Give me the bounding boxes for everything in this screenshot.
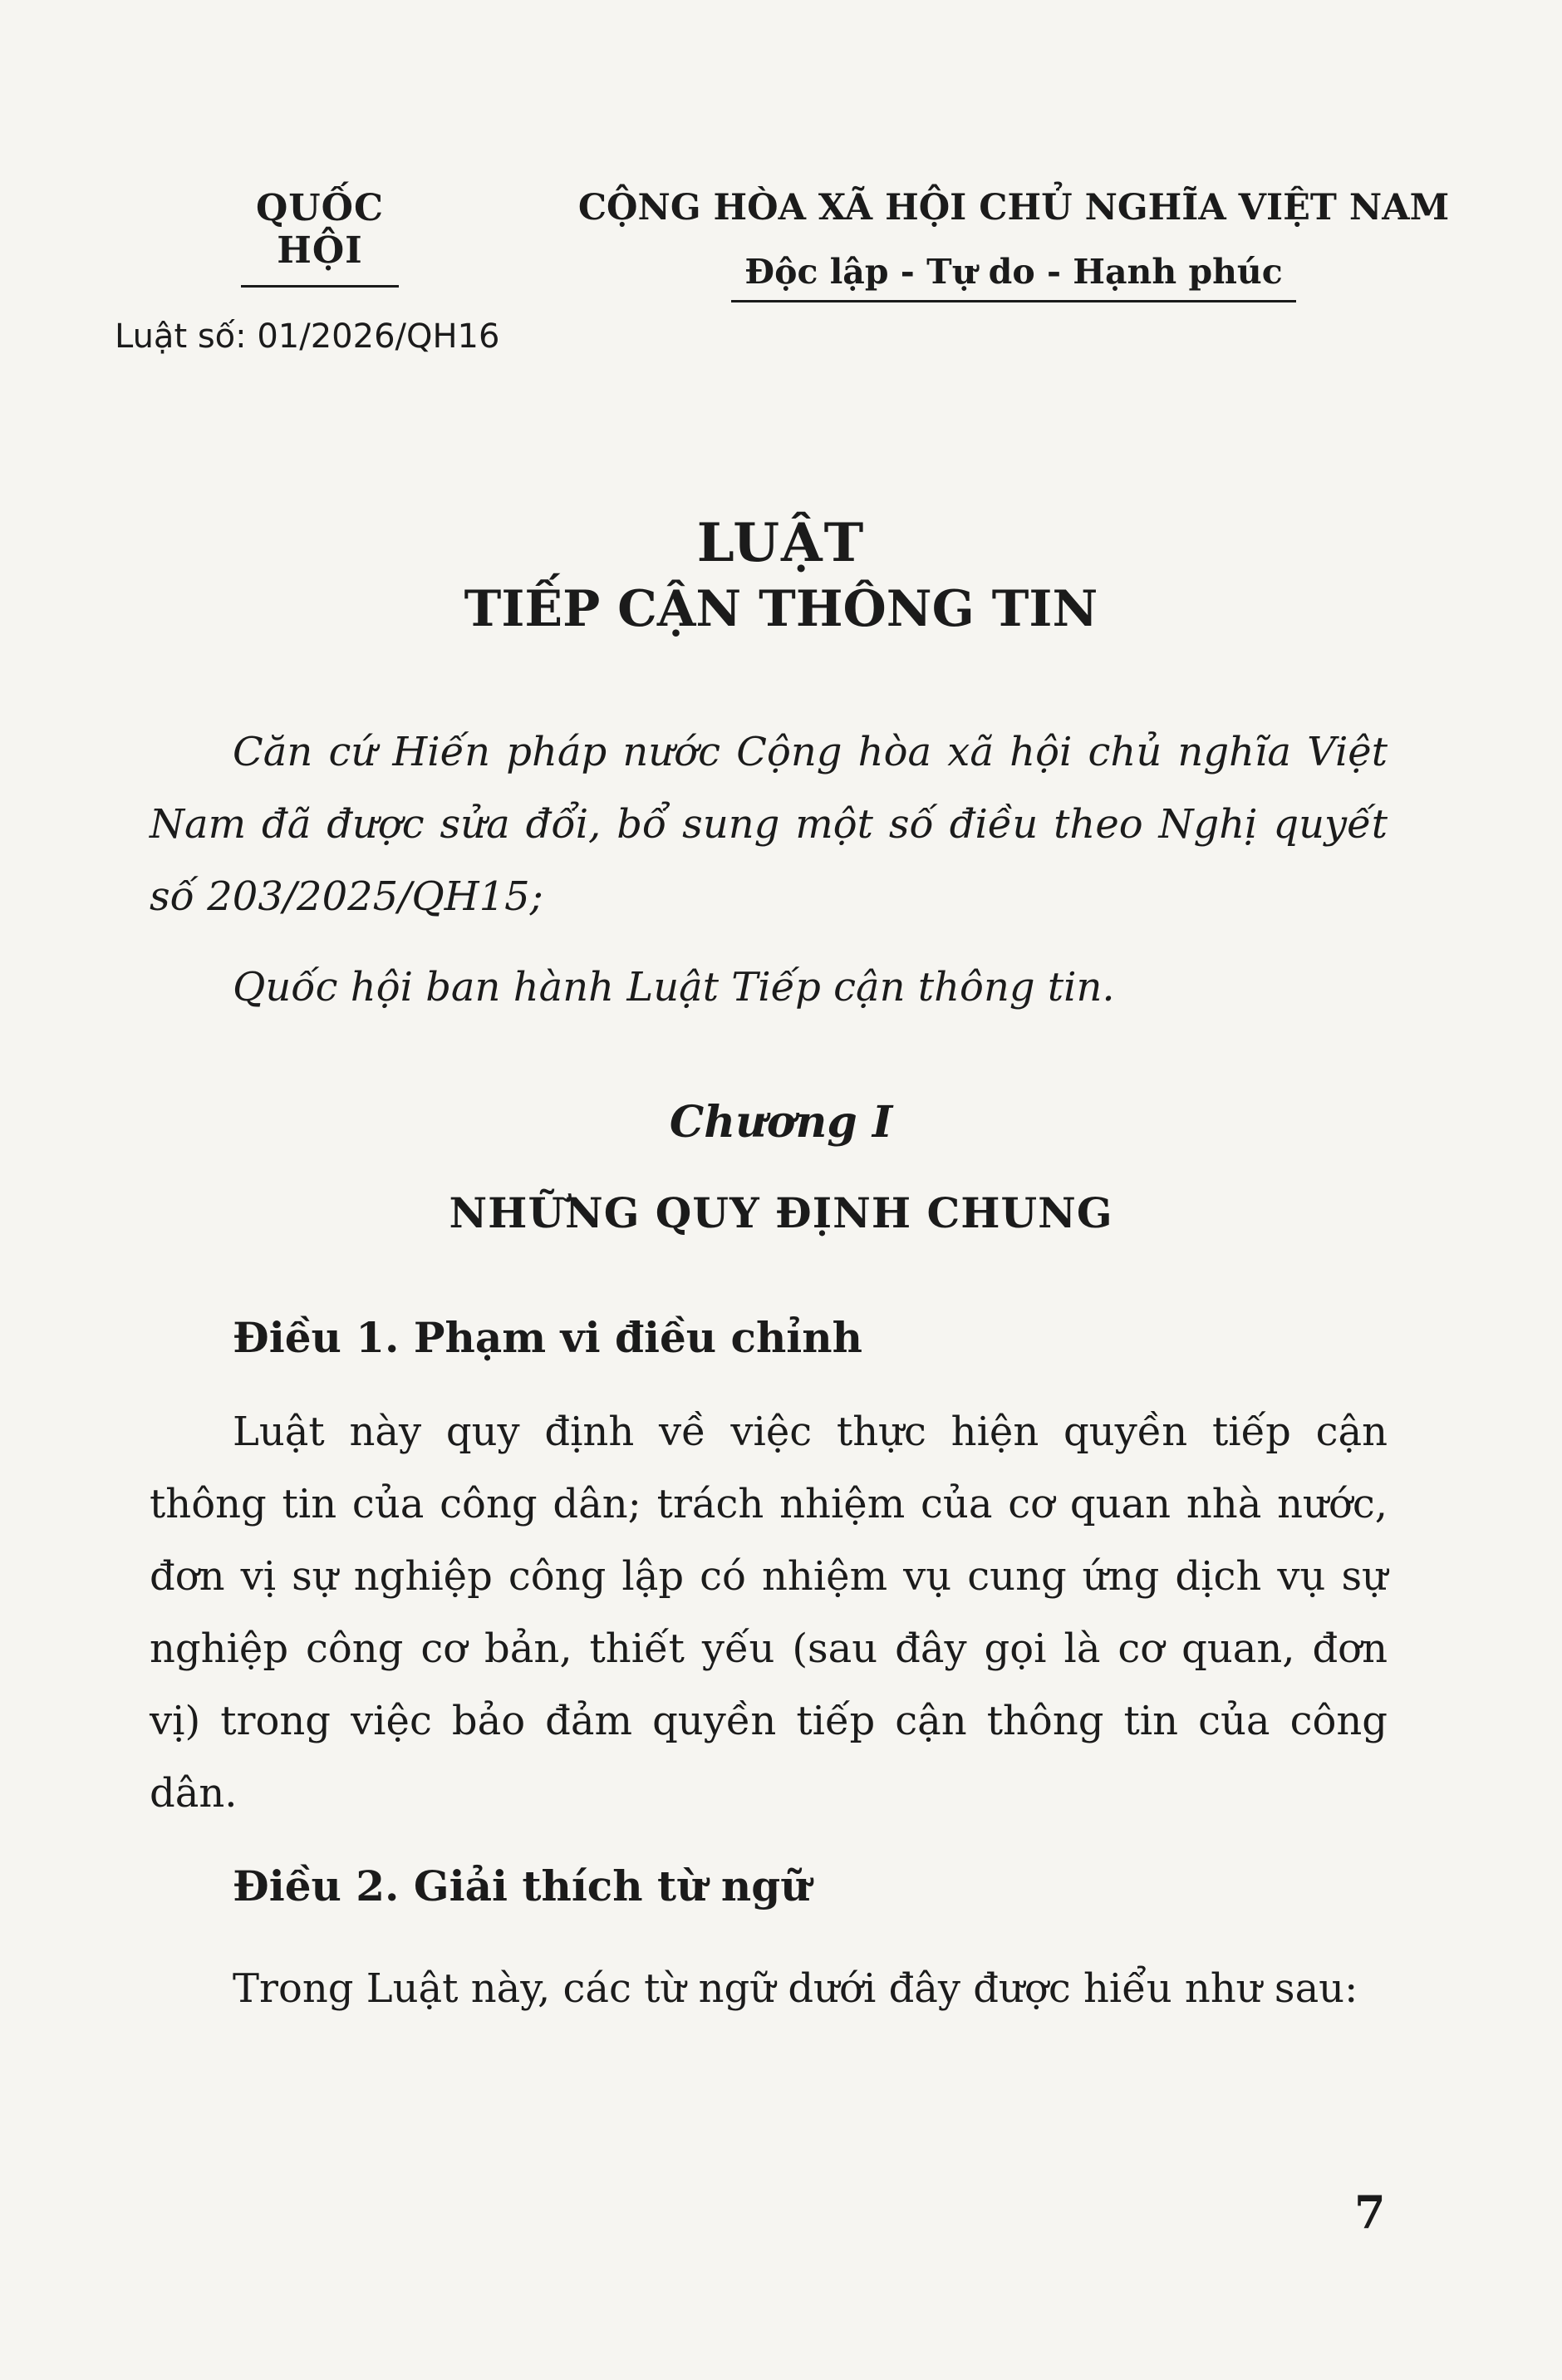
chapter-title: NHỮNG QUY ĐỊNH CHUNG [449, 1188, 1113, 1237]
national-motto: Độc lập - Tự do - Hạnh phúc [744, 252, 1283, 292]
law-subtitle: TIẾP CẬN THÔNG TIN [464, 580, 1098, 638]
national-title: CỘNG HÒA XÃ HỘI CHỦ NGHĨA VIỆT NAM [577, 187, 1450, 229]
national-title-block [565, 187, 1462, 302]
law-title-block [0, 511, 1562, 642]
preamble-paragraph: Căn cứ Hiến pháp nước Cộng hòa xã hội chủ nghĩa Việt Nam đã được sửa đổi, bổ sung một số điều theo Nghị quyết số 203/2025/QH15; [150, 729, 1388, 920]
page-number: 7 [1354, 2186, 1386, 2239]
chapter-label: Chương I [669, 1097, 893, 1148]
preamble [150, 716, 1388, 1024]
article-2-title: Điều 2. Giải thích từ ngữ [233, 1861, 811, 1910]
motto-underline [731, 300, 1296, 302]
law-number: Luật số: 01/2026/QH16 [115, 317, 500, 356]
law-title: LUẬT [696, 512, 866, 574]
article-1-title: Điều 1. Phạm vi điều chỉnh [233, 1313, 863, 1362]
preamble-paragraph: Quốc hội ban hành Luật Tiếp cận thông tin. [233, 964, 1115, 1011]
agency-underline [241, 285, 399, 288]
article-1-text [150, 1396, 1388, 1830]
issuing-agency: QUỐC HỘI [255, 187, 385, 272]
article-2-text [150, 1953, 1388, 2025]
article-paragraph: Trong Luật này, các từ ngữ dưới đây được hiểu như sau: [233, 1965, 1358, 2012]
issuing-agency-block [208, 187, 432, 288]
article-paragraph: Luật này quy định về việc thực hiện quyền tiếp cận thông tin của công dân; trách nhiệm của cơ quan nhà nước, đơn vị sự nghiệp công lập có nhiệm vụ cung ứng dịch vụ sự nghiệp công cơ bản, thiết yếu (sau đây gọi là cơ quan, đơn vị) trong việc bảo đảm quyền tiếp cận thông tin của công dân. [150, 1409, 1388, 1817]
